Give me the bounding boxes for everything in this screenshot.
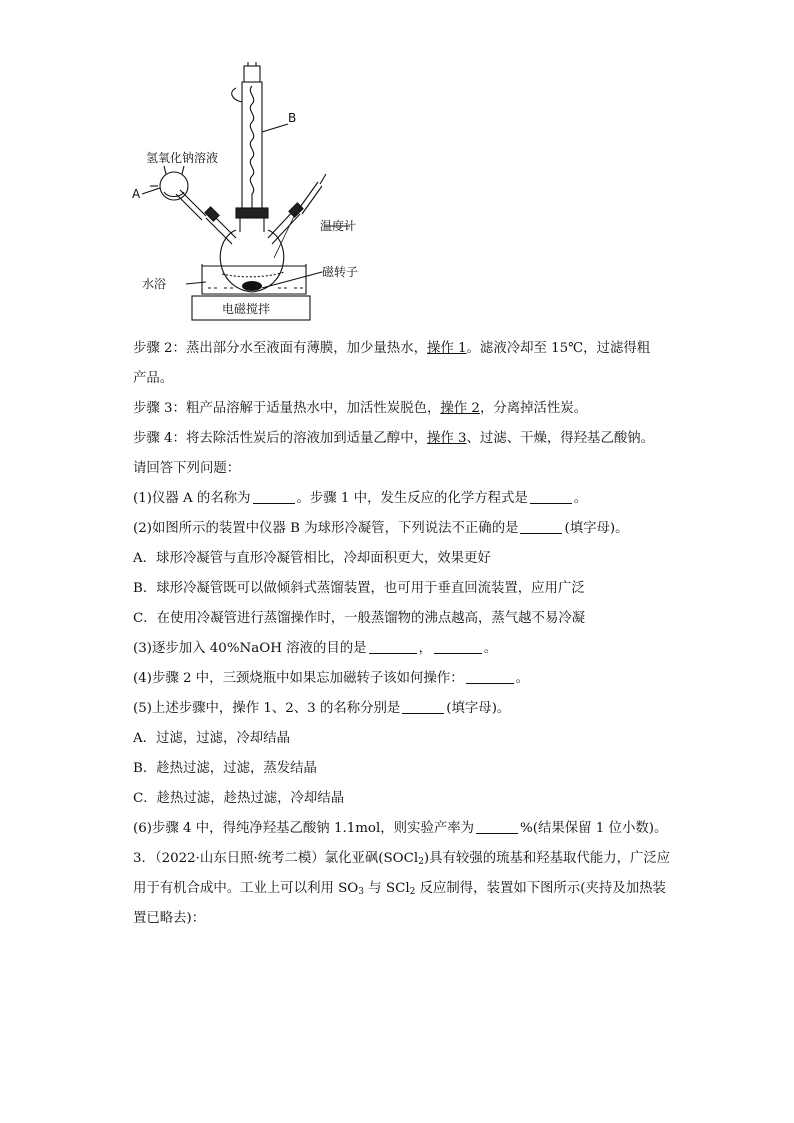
answer-blank[interactable] [402,699,444,714]
label-b: B [288,111,297,125]
answer-blank[interactable] [253,489,295,504]
step-3: 步骤 3：粗产品溶解于适量热水中，加活性炭脱色，操作 2，分离掉活性炭。 [133,401,588,416]
answer-blank[interactable] [369,639,417,654]
question-3: (3)逐步加入 40%NaOH 溶液的目的是 ， 。 [133,641,498,656]
question-5: (5)上述步骤中，操作 1、2、3 的名称分别是 (填字母)。 [133,701,511,716]
label-a: A [132,187,141,201]
step-4: 步骤 4：将去除活性炭后的溶液加到适量乙醇中，操作 3、过滤、干燥，得羟基乙酸钠。 [133,431,655,446]
answer-blank[interactable] [530,489,572,504]
answer-blank[interactable] [476,819,518,834]
label-stirrer: 电磁搅拌 [222,302,271,316]
label-naoh: 氢氧化钠溶液 [146,151,219,165]
step-2-line-1: 步骤 2：蒸出部分水至液面有薄膜，加少量热水，操作 1。滤液冷却至 15℃，过滤得粗 [133,341,651,356]
question-2: (2)如图所示的装置中仪器 B 为球形冷凝管，下列说法不正确的是 (填字母)。 [133,521,629,536]
label-stir-bar: 磁转子 [322,265,359,279]
problem-3: 3．（2022·山东日照·统考二模）氯化亚砜(SOCl$_2$)具有较强的琉基和羟基取代能力，广泛应用于有机合成中。工业上可以利用 $SO_3$ 与 SCl$_2$ 反应制得，装置如下图所示(夹持及加热装置已略去)： [133,851,671,926]
dropping-funnel-a [160,172,188,200]
answer-blank[interactable] [466,669,514,684]
question-2-option-c: C．在使用冷凝管进行蒸馏操作时，一般蒸馏物的沸点越高，蒸气越不易冷凝 [133,611,586,626]
stir-bar [242,281,262,291]
question-5-option-a: A．过滤，过滤，冷却结晶 [133,731,290,746]
questions-intro: 请回答下列问题： [133,461,241,476]
question-5-option-b: B．趁热过滤，过滤，蒸发结晶 [133,761,317,776]
question-5-option-c: C．趁热过滤，趁热过滤，冷却结晶 [133,791,345,806]
apparatus-figure [128,62,359,326]
answer-blank[interactable] [434,639,482,654]
apparatus-diagram [128,62,359,326]
question-4: (4)步骤 2 中，三颈烧瓶中如果忘加磁转子该如何操作： 。 [133,671,529,686]
answer-blank[interactable] [520,519,562,534]
question-2-option-b: B．球形冷凝管既可以做倾斜式蒸馏装置，也可用于垂直回流装置，应用广泛 [133,581,585,596]
condenser-b [242,82,262,208]
step-2-line-2: 产品。 [133,371,174,386]
document-body [133,334,673,934]
label-thermometer: 温度计 [320,219,357,233]
question-2-option-a: A．球形冷凝管与直形冷凝管相比，冷却面积更大，效果更好 [133,551,491,566]
question-6: (6)步骤 4 中，得纯净羟基乙酸钠 1.1mol，则实验产率为 %(结果保留 1 位小数)。 [133,821,668,836]
label-water-bath: 水浴 [142,277,167,291]
question-1: (1)仪器 A 的名称为 。步骤 1 中，发生反应的化学方程式是 。 [133,491,588,506]
